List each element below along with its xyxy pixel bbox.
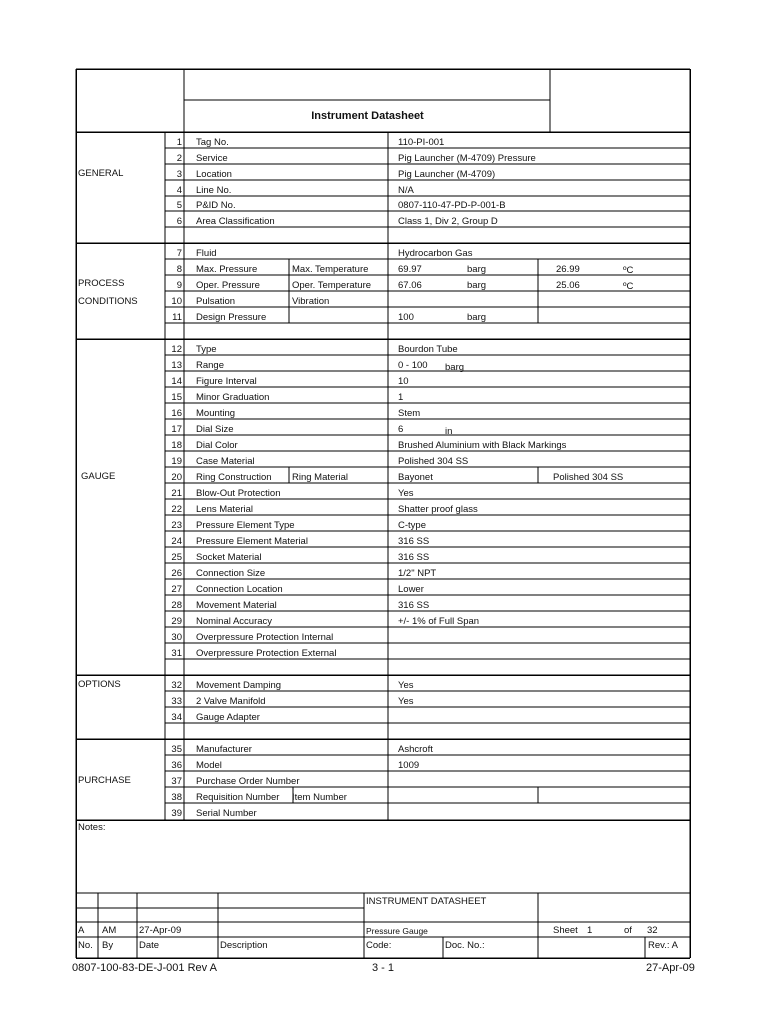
row-label: Location xyxy=(196,169,232,180)
row-value: C-type xyxy=(398,520,426,531)
row-label: Area Classification xyxy=(196,216,275,227)
row-label: P&ID No. xyxy=(196,200,236,211)
header-description: Description xyxy=(220,940,268,951)
row-value: 10 xyxy=(398,376,409,387)
row-value-secondary: 25.06 xyxy=(556,280,580,291)
section-conditions: CONDITIONS xyxy=(78,296,138,307)
row-label: Design Pressure xyxy=(196,312,267,323)
row-label: Lens Material xyxy=(196,504,254,515)
row-unit-secondary: ºC xyxy=(623,281,634,292)
row-label: Type xyxy=(196,344,217,355)
row-number: 17 xyxy=(171,424,182,435)
row-unit: barg xyxy=(467,280,487,291)
row-number: 39 xyxy=(171,808,182,819)
row-value: +/- 1% of Full Span xyxy=(398,616,480,627)
sheet-label: Sheet xyxy=(553,925,578,936)
row-number: 2 xyxy=(176,153,182,164)
row-number: 14 xyxy=(171,376,182,387)
row-value: 1/2" NPT xyxy=(398,568,437,579)
row-label: Pressure Element Type xyxy=(196,520,295,531)
row-number: 37 xyxy=(171,776,182,787)
titleblock-heading: INSTRUMENT DATASHEET xyxy=(366,896,487,907)
row-unit: in xyxy=(445,426,453,437)
row-value: Yes xyxy=(398,680,414,691)
row-number: 28 xyxy=(171,600,182,611)
row-unit: barg xyxy=(467,264,487,275)
row-label: Connection Location xyxy=(196,584,283,595)
footer-doc-number: 0807-100-83-DE-J-001 Rev A xyxy=(72,962,217,974)
row-value: Hydrocarbon Gas xyxy=(398,248,473,259)
row-value: Polished 304 SS xyxy=(398,456,469,467)
row-value-secondary: 26.99 xyxy=(556,264,580,275)
row-value: 1 xyxy=(398,392,404,403)
row-label: Pulsation xyxy=(196,296,236,307)
row-value: Class 1, Div 2, Group D xyxy=(398,216,498,227)
row-value: Lower xyxy=(398,584,424,595)
row-label: Case Material xyxy=(196,456,255,467)
row-label: Manufacturer xyxy=(196,744,252,755)
row-number: 30 xyxy=(171,632,182,643)
row-label: Serial Number xyxy=(196,808,257,819)
doc-label: Doc. No.: xyxy=(445,940,485,951)
row-number: 29 xyxy=(171,616,182,627)
row-value: 110-PI-001 xyxy=(398,137,445,148)
rev-label: Rev.: A xyxy=(648,940,678,951)
row-value: Yes xyxy=(398,488,414,499)
row-label: Line No. xyxy=(196,185,232,196)
row-number: 5 xyxy=(176,200,182,211)
row-value: 0 - 100 xyxy=(398,360,428,371)
section-purchase: PURCHASE xyxy=(78,775,131,786)
row-label: Socket Material xyxy=(196,552,262,563)
section-gauge: GAUGE xyxy=(81,471,116,482)
row-value: Pig Launcher (M-4709) xyxy=(398,169,496,180)
row-number: 6 xyxy=(176,216,182,227)
row-number: 26 xyxy=(171,568,182,579)
row-label: Max. Pressure xyxy=(196,264,258,275)
rev-date: 27-Apr-09 xyxy=(139,925,182,936)
row-unit-secondary: ºC xyxy=(623,265,634,276)
row-label: Gauge Adapter xyxy=(196,712,260,723)
row-label: Purchase Order Number xyxy=(196,776,300,787)
row-number: 32 xyxy=(171,680,182,691)
row-number: 35 xyxy=(171,744,182,755)
row-label: Blow-Out Protection xyxy=(196,488,281,499)
row-number: 25 xyxy=(171,552,182,563)
row-label-secondary: Item Number xyxy=(292,792,347,803)
header-by: By xyxy=(102,940,114,951)
row-value: 316 SS xyxy=(398,536,430,547)
code-label: Code: xyxy=(366,940,392,951)
notes-label: Notes: xyxy=(78,822,106,833)
row-label: Mounting xyxy=(196,408,236,419)
row-number: 3 xyxy=(176,169,182,180)
row-value: 316 SS xyxy=(398,600,430,611)
section-general: GENERAL xyxy=(78,168,124,179)
row-label: Ring Construction xyxy=(196,472,272,483)
row-value: 1009 xyxy=(398,760,420,771)
row-value: 0807-110-47-PD-P-001-B xyxy=(398,200,506,211)
row-number: 16 xyxy=(171,408,182,419)
row-label: Connection Size xyxy=(196,568,266,579)
row-value: Bourdon Tube xyxy=(398,344,458,355)
row-label: Dial Size xyxy=(196,424,234,435)
rev-no: A xyxy=(78,925,85,936)
row-value: Brushed Aluminium with Black Markings xyxy=(398,440,567,451)
of-label: of xyxy=(624,925,632,936)
header-no: No. xyxy=(78,940,93,951)
row-label: Oper. Pressure xyxy=(196,280,260,291)
section-options: OPTIONS xyxy=(78,679,121,690)
row-number: 19 xyxy=(171,456,182,467)
header-date: Date xyxy=(139,940,160,951)
row-number: 1 xyxy=(176,137,182,148)
row-value: Yes xyxy=(398,696,414,707)
row-value-secondary: Polished 304 SS xyxy=(553,472,624,483)
row-label: Dial Color xyxy=(196,440,238,451)
row-value: Stem xyxy=(398,408,421,419)
row-number: 31 xyxy=(171,648,182,659)
row-number: 23 xyxy=(171,520,182,531)
row-value: Pig Launcher (M-4709) Pressure xyxy=(398,153,536,164)
row-label: Model xyxy=(196,760,222,771)
row-number: 38 xyxy=(171,792,182,803)
row-unit: barg xyxy=(445,362,465,373)
titleblock-subtitle: Pressure Gauge xyxy=(366,926,428,936)
row-unit: barg xyxy=(467,312,487,323)
row-label: Movement Material xyxy=(196,600,277,611)
row-value: 69.97 xyxy=(398,264,422,275)
row-label-secondary: Max. Temperature xyxy=(292,264,369,275)
row-number: 13 xyxy=(171,360,182,371)
row-number: 33 xyxy=(171,696,182,707)
footer-date: 27-Apr-09 xyxy=(646,962,695,974)
row-value: 67.06 xyxy=(398,280,422,291)
row-number: 22 xyxy=(171,504,182,515)
row-number: 10 xyxy=(171,296,182,307)
row-number: 9 xyxy=(176,280,182,291)
sheet-number: 1 xyxy=(587,925,593,936)
row-number: 24 xyxy=(171,536,182,547)
row-value: 6 xyxy=(398,424,404,435)
row-label-secondary: Ring Material xyxy=(292,472,348,483)
row-label: Overpressure Protection Internal xyxy=(196,632,334,643)
rev-by: AM xyxy=(102,925,117,936)
row-label: Fluid xyxy=(196,248,217,259)
row-number: 20 xyxy=(171,472,182,483)
row-number: 15 xyxy=(171,392,182,403)
row-number: 12 xyxy=(171,344,182,355)
row-label: Tag No. xyxy=(196,137,229,148)
row-number: 34 xyxy=(171,712,182,723)
row-label: Figure Interval xyxy=(196,376,257,387)
row-label-secondary: Oper. Temperature xyxy=(292,280,372,291)
row-label: Nominal Accuracy xyxy=(196,616,273,627)
footer-page: 3 - 1 xyxy=(372,962,395,974)
row-number: 8 xyxy=(176,264,182,275)
row-value: Shatter proof glass xyxy=(398,504,478,515)
row-value: Bayonet xyxy=(398,472,433,483)
row-number: 7 xyxy=(176,248,182,259)
sheet-total: 32 xyxy=(647,925,658,936)
row-value: N/A xyxy=(398,185,414,196)
row-value: 100 xyxy=(398,312,414,323)
section-process: PROCESS xyxy=(78,278,125,289)
row-number: 36 xyxy=(171,760,182,771)
row-label: Minor Graduation xyxy=(196,392,270,403)
page-title: Instrument Datasheet xyxy=(311,110,424,122)
row-value: 316 SS xyxy=(398,552,430,563)
row-label: Service xyxy=(196,153,228,164)
row-label: 2 Valve Manifold xyxy=(196,696,266,707)
row-label-secondary: Vibration xyxy=(292,296,330,307)
row-number: 27 xyxy=(171,584,182,595)
row-number: 4 xyxy=(176,185,182,196)
row-label: Movement Damping xyxy=(196,680,282,691)
row-number: 18 xyxy=(171,440,182,451)
row-label: Range xyxy=(196,360,224,371)
row-number: 21 xyxy=(171,488,182,499)
row-label: Requisition Number xyxy=(196,792,280,803)
row-value: Ashcroft xyxy=(398,744,433,755)
row-label: Pressure Element Material xyxy=(196,536,308,547)
row-number: 11 xyxy=(172,312,182,323)
row-label: Overpressure Protection External xyxy=(196,648,337,659)
